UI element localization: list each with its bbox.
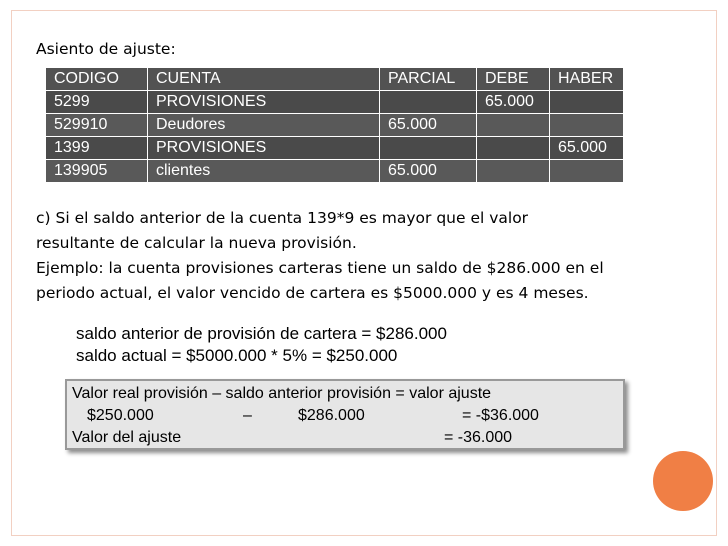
- table-row: [46, 160, 623, 182]
- decorative-orange-circle: [653, 451, 713, 511]
- paragraph-line: Ejemplo: la cuenta provisiones carteras tiene un saldo de $286.000 en el: [36, 259, 604, 277]
- paragraph-line: resultante de calcular la nueva provisión.: [36, 234, 357, 252]
- header-codigo: CODIGO: [46, 68, 147, 90]
- cell-debe: [477, 114, 549, 136]
- cell-cuenta: Deudores: [148, 114, 379, 136]
- cell-codigo: 5299: [46, 91, 147, 113]
- cell-haber: [550, 114, 623, 136]
- cell-parcial: 65.000: [380, 114, 476, 136]
- formula-value-current: $250.000: [87, 407, 154, 424]
- section-heading: Asiento de ajuste:: [36, 40, 176, 58]
- header-haber: HABER: [550, 68, 623, 90]
- cell-haber: [550, 91, 623, 113]
- paragraph-line: c) Si el saldo anterior de la cuenta 139*9 es mayor que el valor: [36, 209, 529, 227]
- cell-codigo: 139905: [46, 160, 147, 182]
- table-row: [46, 91, 623, 113]
- formula-result: = -$36.000: [462, 407, 539, 424]
- calc-line: saldo anterior de provisión de cartera = $286.000: [76, 324, 447, 343]
- formula-value-previous: $286.000: [298, 407, 365, 424]
- cell-debe: [477, 160, 549, 182]
- cell-debe: 65.000: [477, 91, 549, 113]
- cell-haber: 65.000: [550, 137, 623, 159]
- adjustment-formula-box: [65, 379, 625, 450]
- cell-cuenta: PROVISIONES: [148, 91, 379, 113]
- cell-cuenta: PROVISIONES: [148, 137, 379, 159]
- cell-codigo: 529910: [46, 114, 147, 136]
- formula-minus: –: [243, 407, 252, 424]
- formula-line: Valor real provisión – saldo anterior provisión = valor ajuste: [72, 385, 492, 402]
- adjustment-entry-table: [45, 67, 624, 183]
- cell-haber: [550, 160, 623, 182]
- adjustment-value: = -36.000: [444, 429, 513, 446]
- cell-cuenta: clientes: [148, 160, 379, 182]
- table-header-row: [46, 68, 623, 90]
- header-cuenta: CUENTA: [148, 68, 379, 90]
- cell-parcial: [380, 91, 476, 113]
- cell-codigo: 1399: [46, 137, 147, 159]
- table-row: [46, 114, 623, 136]
- header-parcial: PARCIAL: [380, 68, 476, 90]
- calc-line: saldo actual = $5000.000 * 5% = $250.000: [76, 346, 398, 365]
- cell-debe: [477, 137, 549, 159]
- paragraph-line: periodo actual, el valor vencido de cartera es $5000.000 y es 4 meses.: [36, 284, 589, 302]
- cell-parcial: [380, 137, 476, 159]
- adjustment-label: Valor del ajuste: [72, 429, 182, 446]
- header-debe: DEBE: [477, 68, 549, 90]
- table-row: [46, 137, 623, 159]
- cell-parcial: 65.000: [380, 160, 476, 182]
